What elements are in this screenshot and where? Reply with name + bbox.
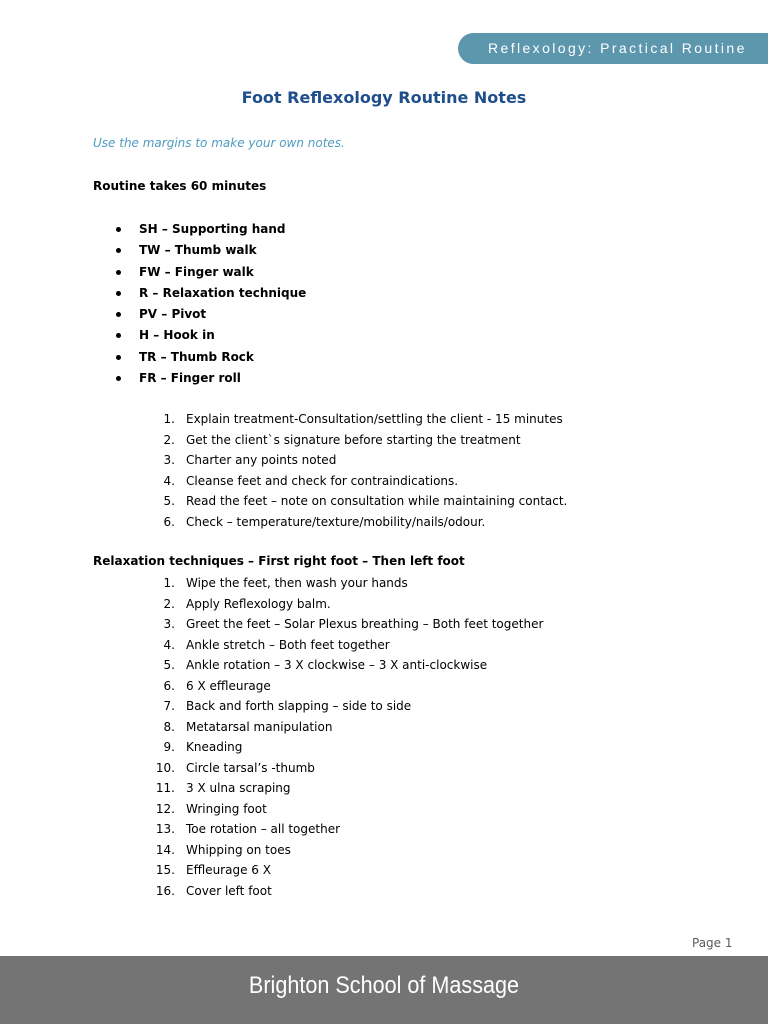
step-number: 4. (163, 473, 175, 488)
abbreviation-item (93, 219, 306, 240)
step-text: Check – temperature/texture/mobility/nails/odour. (186, 514, 486, 529)
step-text: Back and forth slapping – side to side (186, 699, 412, 713)
step-text: Kneading (186, 740, 243, 754)
footer-school-name: Brighton School of Massage (248, 972, 520, 999)
routine-duration: Routine takes 60 minutes (93, 179, 267, 193)
margin-note: Use the margins to make your own notes. (93, 136, 345, 150)
abbreviation-text: R – Relaxation technique (139, 285, 307, 300)
step-number: 3. (163, 617, 175, 631)
step-number: 6. (163, 514, 175, 529)
step-text: Cleanse feet and check for contraindications. (186, 473, 459, 488)
abbreviation-text: TR – Thumb Rock (139, 349, 254, 364)
step-text: 6 X effleurage (186, 678, 271, 693)
bullet-icon (116, 248, 121, 253)
abbreviation-text: FR – Finger roll (139, 371, 241, 386)
abbreviation-item (93, 304, 306, 325)
abbreviation-list (93, 219, 306, 389)
step-number: 4. (163, 637, 175, 652)
step-text: Toe rotation – all together (186, 822, 341, 836)
abbreviation-text: FW – Finger walk (139, 264, 254, 279)
abbreviation-text: PV – Pivot (139, 307, 207, 322)
step-text: Wringing foot (186, 801, 267, 816)
bullet-icon (116, 333, 121, 338)
bullet-icon (116, 227, 121, 232)
step-number: 6. (163, 678, 175, 693)
step-text: Cover left foot (186, 883, 272, 898)
step-text: Get the client`s signature before starting the treatment (186, 432, 521, 447)
step-text: Greet the feet – Solar Plexus breathing – Both feet together (186, 617, 544, 631)
step-number: 9. (163, 740, 175, 754)
step-number: 15. (155, 863, 175, 877)
step-text: Metatarsal manipulation (186, 719, 333, 734)
step-text: Effleurage 6 X (186, 863, 271, 877)
step-text: Read the feet – note on consultation while maintaining contact. (186, 494, 568, 508)
step-number: 1. (163, 576, 175, 590)
step-text: 3 X ulna scraping (186, 781, 291, 795)
abbreviation-item (93, 283, 306, 304)
step-number: 13. (155, 822, 175, 836)
step-text: Explain treatment-Consultation/settling the client - 15 minutes (186, 412, 563, 426)
step-number: 16. (155, 883, 175, 898)
step-text: Circle tarsal’s -thumb (186, 760, 315, 775)
step-text: Whipping on toes (186, 842, 291, 857)
abbreviation-text: H – Hook in (139, 328, 215, 343)
abbreviation-text: SH – Supporting hand (139, 222, 286, 236)
abbreviation-item (93, 347, 306, 368)
bullet-icon (116, 376, 121, 381)
step-text: Ankle rotation – 3 X clockwise – 3 X anti-clockwise (186, 658, 488, 672)
abbreviation-text: TW – Thumb walk (139, 243, 257, 258)
step-number: 10. (155, 760, 175, 775)
step-text: Wipe the feet, then wash your hands (186, 576, 408, 590)
step-number: 8. (163, 719, 175, 734)
step-text: Apply Reflexology balm. (186, 596, 331, 611)
step-number: 5. (163, 658, 175, 672)
step-number: 14. (155, 842, 175, 857)
step-number: 2. (163, 432, 175, 447)
abbreviation-item (93, 368, 306, 389)
step-number: 5. (163, 494, 175, 508)
abbreviation-item (93, 262, 306, 283)
step-number: 2. (163, 596, 175, 611)
page-number: Page 1 (692, 936, 733, 950)
step-number: 7. (163, 699, 175, 713)
bullet-icon (116, 270, 121, 275)
bullet-icon (116, 291, 121, 296)
abbreviation-item (93, 325, 306, 346)
step-number: 1. (163, 412, 175, 426)
step-number: 12. (155, 801, 175, 816)
header-tab: Reflexology: Practical Routine (458, 33, 768, 64)
step-text: Charter any points noted (186, 453, 337, 467)
relaxation-heading: Relaxation techniques – First right foot – Then left foot (93, 554, 465, 568)
step-number: 11. (155, 781, 175, 795)
bullet-icon (116, 355, 121, 360)
abbreviation-item (93, 240, 306, 261)
document-title: Foot Reflexology Routine Notes (241, 88, 527, 107)
step-text: Ankle stretch – Both feet together (186, 637, 390, 652)
bullet-icon (116, 312, 121, 317)
step-number: 3. (163, 453, 175, 467)
